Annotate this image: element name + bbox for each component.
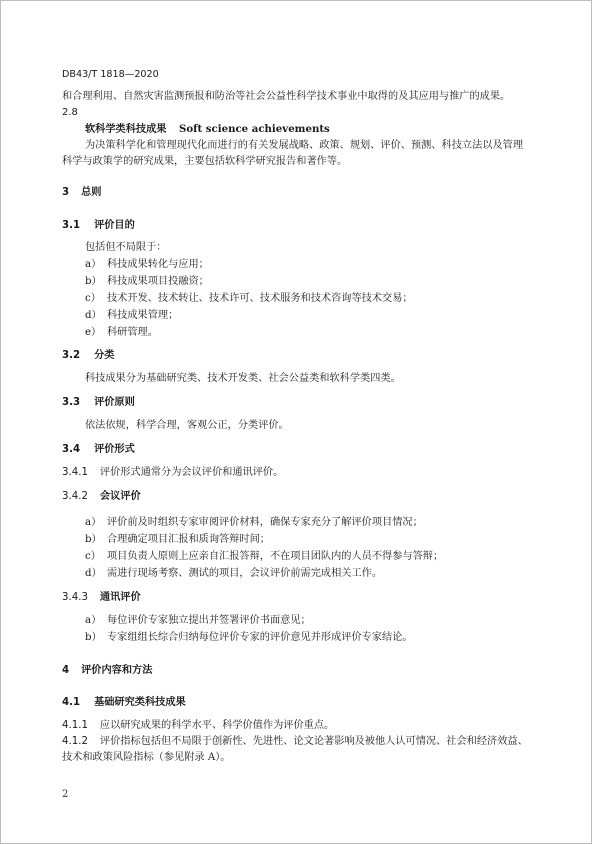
clause-4-1-1 — [62, 719, 334, 732]
heading-3-2-title: 分类 — [94, 350, 115, 361]
term-2-8-en: Soft science achievements — [179, 123, 330, 135]
heading-4-1-title: 基础研究类科技成果 — [94, 697, 186, 708]
heading-3-title: 总则 — [81, 187, 102, 198]
list-marker: e） — [85, 327, 102, 338]
heading-3-4-3-title: 通讯评价 — [99, 592, 141, 603]
heading-section-3-2 — [62, 349, 114, 362]
clause-4-1-1-text: 应以研究成果的科学水平、科学价值作为评价重点。 — [99, 720, 335, 731]
clause-4-1-2-text-line-1: 评价指标包括但不局限于创新性、先进性、论文论著影响及被他人认可情况、社会和经济效益、 — [99, 736, 528, 747]
list-item-text: 科研管理。 — [107, 327, 158, 338]
heading-section-3 — [62, 186, 101, 199]
list-marker: d） — [85, 310, 102, 321]
heading-section-3-4-3 — [62, 591, 141, 604]
section-number-2-8: 2.8 — [62, 107, 78, 118]
list-item-text: 需进行现场考察、测试的项目，会议评价前需完成相关工作。 — [107, 568, 383, 579]
heading-3-4-2-number: 3.4.2 — [62, 491, 88, 502]
heading-3-1-title: 评价目的 — [94, 220, 135, 231]
document-code: DB43/T 1818—2020 — [62, 69, 159, 80]
list-marker: b） — [85, 276, 102, 287]
list-marker: a） — [85, 517, 102, 528]
list-marker: b） — [85, 632, 102, 643]
list-marker: a） — [85, 615, 102, 626]
list-marker: b） — [85, 534, 102, 545]
paragraph-3-3: 依法依规，科学合理，客观公正，分类评价。 — [85, 420, 289, 431]
heading-3-3-number: 3.3 — [62, 397, 81, 408]
clause-3-4-1 — [62, 466, 283, 479]
heading-4-number: 4 — [62, 665, 70, 676]
list-item-text: 科技成果管理； — [107, 310, 179, 321]
page-number: 2 — [62, 789, 69, 800]
heading-section-3-4 — [62, 443, 135, 456]
term-2-8-zh: 软科学类科技成果 — [85, 124, 167, 135]
heading-4-1-number: 4.1 — [62, 697, 81, 708]
list-item-text: 专家组组长综合归纳每位评价专家的评价意见并形成评价专家结论。 — [107, 632, 413, 643]
list-item — [85, 614, 311, 627]
heading-3-4-2-title: 会议评价 — [99, 491, 141, 502]
heading-3-1-number: 3.1 — [62, 220, 81, 231]
paragraph-3-2: 科技成果分为基础研究类、技术开发类、社会公益类和软科学类四类。 — [85, 373, 401, 384]
clause-4-1-2 — [62, 735, 528, 748]
paragraph-3-1-intro: 包括但不局限于： — [85, 242, 167, 253]
clause-3-4-1-number: 3.4.1 — [62, 467, 88, 478]
list-marker: d） — [85, 568, 102, 579]
list-item — [85, 516, 423, 529]
list-item — [85, 326, 158, 339]
paragraph-2-7-continuation: 和合理利用、自然灾害监测预报和防治等社会公益性科学技术事业中取得的及其应用与推广的成果。 — [62, 91, 511, 102]
list-item — [85, 309, 178, 322]
list-item-text: 项目负责人原则上应亲自汇报答辩，不在项目团队内的人员不得参与答辩； — [107, 551, 444, 562]
heading-section-3-3 — [62, 396, 135, 409]
list-item — [85, 567, 382, 580]
heading-3-3-title: 评价原则 — [94, 397, 135, 408]
heading-section-3-4-2 — [62, 490, 141, 503]
term-2-8 — [85, 123, 330, 136]
heading-section-4 — [62, 664, 152, 677]
list-marker: c） — [85, 551, 101, 562]
list-item-text: 技术开发、技术转让、技术许可、技术服务和技术咨询等技术交易； — [107, 293, 413, 304]
list-item — [85, 275, 209, 288]
list-item-text: 科技成果转化与应用； — [107, 259, 209, 270]
definition-2-8-line-2: 科学与政策学的研究成果，主要包括软科学研究报告和著作等。 — [62, 156, 348, 167]
list-item-text: 评价前及时组织专家审阅评价材料，确保专家充分了解评价项目情况； — [107, 517, 423, 528]
definition-2-8-line-1: 为决策科学化和管理现代化而进行的有关发展战略、政策、规划、评价、预测、科技立法以及管理 — [85, 140, 524, 151]
clause-4-1-2-text-line-2: 技术和政策风险指标（参见附录 A）。 — [62, 752, 231, 763]
heading-section-3-1 — [62, 219, 135, 232]
list-item-text: 科技成果项目投融资； — [107, 276, 209, 287]
list-item — [85, 533, 270, 546]
heading-3-2-number: 3.2 — [62, 350, 81, 361]
heading-3-4-number: 3.4 — [62, 444, 81, 455]
heading-3-number: 3 — [62, 187, 70, 198]
list-item — [85, 550, 443, 563]
list-item-text: 合理确定项目汇报和质询答辩时间； — [107, 534, 270, 545]
clause-4-1-2-number: 4.1.2 — [62, 736, 88, 747]
list-item — [85, 292, 413, 305]
list-item — [85, 631, 413, 644]
heading-section-4-1 — [62, 696, 186, 709]
list-item — [85, 258, 209, 271]
clause-4-1-1-number: 4.1.1 — [62, 720, 88, 731]
heading-3-4-3-number: 3.4.3 — [62, 592, 88, 603]
list-marker: c） — [85, 293, 101, 304]
heading-3-4-title: 评价形式 — [94, 444, 135, 455]
heading-4-title: 评价内容和方法 — [81, 665, 153, 676]
list-marker: a） — [85, 259, 102, 270]
clause-3-4-1-text: 评价形式通常分为会议评价和通讯评价。 — [99, 467, 284, 478]
list-item-text: 每位评价专家独立提出并签署评价书面意见； — [107, 615, 311, 626]
